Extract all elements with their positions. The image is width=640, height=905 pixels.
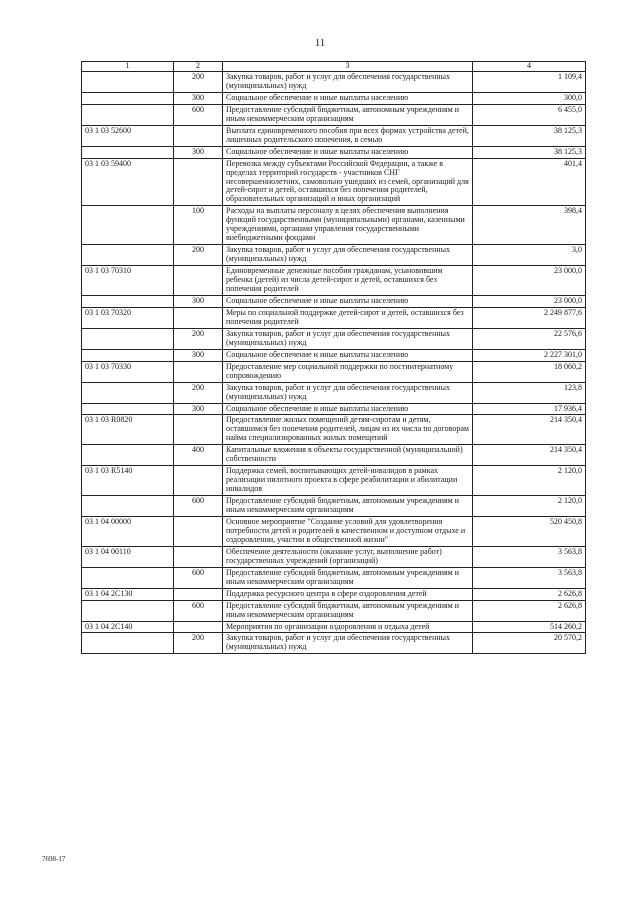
amount-cell: 17 936,4	[473, 403, 586, 415]
amount-cell: 3,0	[473, 245, 586, 266]
description-cell: Единовременные денежные пособия гражданам, усыновившим ребенка (детей) из числа детей-сирот и детей, оставшихся без попечения родителей	[223, 266, 473, 296]
description-cell: Закупка товаров, работ и услуг для обеспечения государственных (муниципальных) нужд	[223, 72, 473, 93]
amount-cell: 2 120,0	[473, 496, 586, 517]
table-row	[82, 349, 586, 361]
amount-cell: 2 227 301,0	[473, 349, 586, 361]
table-row	[82, 92, 586, 104]
description-cell: Выплата единовременного пособия при всех формах устройства детей, лишенных родительского попечения, в семью	[223, 125, 473, 146]
classification-code-cell: 03 1 04 2С130	[82, 588, 174, 600]
amount-cell: 22 576,6	[473, 328, 586, 349]
expense-type-cell	[174, 546, 223, 567]
expense-type-cell: 600	[174, 567, 223, 588]
table-row	[82, 72, 586, 93]
classification-code-cell	[82, 445, 174, 466]
page-number: 11	[314, 37, 326, 49]
description-cell: Закупка товаров, работ и услуг для обеспечения государственных (муниципальных) нужд	[223, 382, 473, 403]
classification-code-cell	[82, 496, 174, 517]
expense-type-cell	[174, 125, 223, 146]
expense-type-cell	[174, 307, 223, 328]
table-row	[82, 588, 586, 600]
description-cell: Предоставление субсидий бюджетным, автономным учреждениям и иным некоммерческим организациям	[223, 496, 473, 517]
description-cell: Мероприятия по организации оздоровления и отдыха детей	[223, 621, 473, 633]
table-row	[82, 146, 586, 158]
description-cell: Основное мероприятие "Создание условий для удовлетворения потребности детей и родителей в качественном и доступном отдыхе и оздоровлении, участии в общественной жизни"	[223, 516, 473, 546]
classification-code-cell	[82, 382, 174, 403]
table-row	[82, 158, 586, 206]
table-row	[82, 245, 586, 266]
table-row	[82, 621, 586, 633]
table-row	[82, 266, 586, 296]
expense-type-cell	[174, 466, 223, 496]
amount-cell: 398,4	[473, 206, 586, 245]
header-row	[82, 62, 586, 72]
classification-code-cell: 03 1 04 00110	[82, 546, 174, 567]
description-cell: Предоставление субсидий бюджетным, автономным учреждениям и иным некоммерческим организациям	[223, 600, 473, 621]
budget-table	[81, 61, 586, 654]
table-row	[82, 361, 586, 382]
amount-cell: 38 125,3	[473, 125, 586, 146]
expense-type-cell: 200	[174, 382, 223, 403]
description-cell: Социальное обеспечение и иные выплаты населению	[223, 349, 473, 361]
table-row	[82, 600, 586, 621]
amount-cell: 18 060,2	[473, 361, 586, 382]
document-code: 7698-17	[42, 855, 66, 863]
amount-cell: 20 570,2	[473, 633, 586, 654]
description-cell: Социальное обеспечение и иные выплаты населению	[223, 92, 473, 104]
table-row	[82, 295, 586, 307]
classification-code-cell: 03 1 03 52600	[82, 125, 174, 146]
table-row	[82, 382, 586, 403]
expense-type-cell: 300	[174, 349, 223, 361]
amount-cell: 2 120,0	[473, 466, 586, 496]
classification-code-cell	[82, 245, 174, 266]
description-cell: Расходы на выплаты персоналу в целях обеспечения выполнения функций государственными (муниципальными) органами, казенными учреждениями, органами управления государственными внебюджетными фондами	[223, 206, 473, 245]
description-cell: Меры по социальной поддержке детей-сирот и детей, оставшихся без попечения родителей	[223, 307, 473, 328]
amount-cell: 6 455,0	[473, 104, 586, 125]
expense-type-cell: 200	[174, 633, 223, 654]
classification-code-cell: 03 1 04 2С140	[82, 621, 174, 633]
table-row	[82, 466, 586, 496]
expense-type-cell	[174, 266, 223, 296]
expense-type-cell: 600	[174, 496, 223, 517]
column-header-2: 2	[174, 62, 223, 72]
description-cell: Перевозка между субъектами Российской Федерации, а также в пределах территорий государств - участников СНГ несовершеннолетних, самовольно ушедших из семей, организаций для детей-сирот и детей, оставшихся без попечения родителей, образовательных организаций и иных организаций	[223, 158, 473, 206]
classification-code-cell	[82, 72, 174, 93]
amount-cell: 1 109,4	[473, 72, 586, 93]
description-cell: Социальное обеспечение и иные выплаты населению	[223, 403, 473, 415]
description-cell: Поддержка семей, воспитывающих детей-инвалидов в рамках реализации пилотного проекта в сфере реабилитации и абилитации инвалидов	[223, 466, 473, 496]
description-cell: Закупка товаров, работ и услуг для обеспечения государственных (муниципальных) нужд	[223, 633, 473, 654]
table-row	[82, 307, 586, 328]
amount-cell: 23 000,0	[473, 266, 586, 296]
amount-cell: 23 000,0	[473, 295, 586, 307]
classification-code-cell	[82, 403, 174, 415]
classification-code-cell	[82, 92, 174, 104]
table-row	[82, 328, 586, 349]
amount-cell: 520 450,8	[473, 516, 586, 546]
classification-code-cell	[82, 295, 174, 307]
amount-cell: 3 563,8	[473, 567, 586, 588]
classification-code-cell	[82, 349, 174, 361]
expense-type-cell	[174, 621, 223, 633]
expense-type-cell	[174, 361, 223, 382]
classification-code-cell	[82, 567, 174, 588]
description-cell: Социальное обеспечение и иные выплаты населению	[223, 295, 473, 307]
column-header-1: 1	[82, 62, 174, 72]
table-row	[82, 206, 586, 245]
classification-code-cell: 03 1 04 00000	[82, 516, 174, 546]
description-cell: Предоставление мер социальной поддержки по постинтернатному сопровождению	[223, 361, 473, 382]
amount-cell: 214 350,4	[473, 445, 586, 466]
description-cell: Обеспечение деятельности (оказание услуг, выполнение работ) государственных учреждений (организаций)	[223, 546, 473, 567]
amount-cell: 214 350,4	[473, 415, 586, 445]
amount-cell: 38 125,3	[473, 146, 586, 158]
table-row	[82, 104, 586, 125]
classification-code-cell	[82, 206, 174, 245]
description-cell: Предоставление субсидий бюджетным, автономным учреждениям и иным некоммерческим организациям	[223, 567, 473, 588]
column-header-3: 3	[223, 62, 473, 72]
classification-code-cell	[82, 328, 174, 349]
expense-type-cell: 600	[174, 104, 223, 125]
table-row	[82, 567, 586, 588]
expense-type-cell: 300	[174, 295, 223, 307]
classification-code-cell: 03 1 03 70310	[82, 266, 174, 296]
amount-cell: 514 260,2	[473, 621, 586, 633]
table-row	[82, 403, 586, 415]
description-cell: Закупка товаров, работ и услуг для обеспечения государственных (муниципальных) нужд	[223, 245, 473, 266]
amount-cell: 3 563,8	[473, 546, 586, 567]
expense-type-cell: 200	[174, 245, 223, 266]
amount-cell: 2 626,8	[473, 600, 586, 621]
amount-cell: 123,8	[473, 382, 586, 403]
amount-cell: 401,4	[473, 158, 586, 206]
amount-cell: 2 249 877,6	[473, 307, 586, 328]
classification-code-cell	[82, 600, 174, 621]
amount-cell: 2 626,8	[473, 588, 586, 600]
description-cell: Предоставление жилых помещений детям-сиротам и детям, оставшимся без попечения родителей, лицам из их числа по договорам найма специализированных жилых помещений	[223, 415, 473, 445]
expense-type-cell: 300	[174, 92, 223, 104]
table-row	[82, 516, 586, 546]
table-row	[82, 445, 586, 466]
classification-code-cell	[82, 633, 174, 654]
classification-code-cell: 03 1 03 R0820	[82, 415, 174, 445]
classification-code-cell: 03 1 03 70330	[82, 361, 174, 382]
expense-type-cell: 100	[174, 206, 223, 245]
description-cell: Закупка товаров, работ и услуг для обеспечения государственных (муниципальных) нужд	[223, 328, 473, 349]
classification-code-cell: 03 1 03 70320	[82, 307, 174, 328]
expense-type-cell	[174, 516, 223, 546]
table-row	[82, 546, 586, 567]
expense-type-cell	[174, 588, 223, 600]
expense-type-cell: 400	[174, 445, 223, 466]
description-cell: Социальное обеспечение и иные выплаты населению	[223, 146, 473, 158]
classification-code-cell	[82, 146, 174, 158]
classification-code-cell: 03 1 03 R5140	[82, 466, 174, 496]
expense-type-cell	[174, 415, 223, 445]
expense-type-cell: 300	[174, 146, 223, 158]
amount-cell: 300,0	[473, 92, 586, 104]
description-cell: Капитальные вложения в объекты государственной (муниципальной) собственности	[223, 445, 473, 466]
expense-type-cell: 600	[174, 600, 223, 621]
description-cell: Предоставление субсидий бюджетным, автономным учреждениям и иным некоммерческим организациям	[223, 104, 473, 125]
expense-type-cell	[174, 158, 223, 206]
description-cell: Поддержка ресурсного центра в сфере оздоровления детей	[223, 588, 473, 600]
classification-code-cell: 03 1 03 59400	[82, 158, 174, 206]
table-row	[82, 125, 586, 146]
table-row	[82, 496, 586, 517]
expense-type-cell: 300	[174, 403, 223, 415]
column-header-4: 4	[473, 62, 586, 72]
table-row	[82, 633, 586, 654]
expense-type-cell: 200	[174, 328, 223, 349]
table-row	[82, 415, 586, 445]
expense-type-cell: 200	[174, 72, 223, 93]
classification-code-cell	[82, 104, 174, 125]
